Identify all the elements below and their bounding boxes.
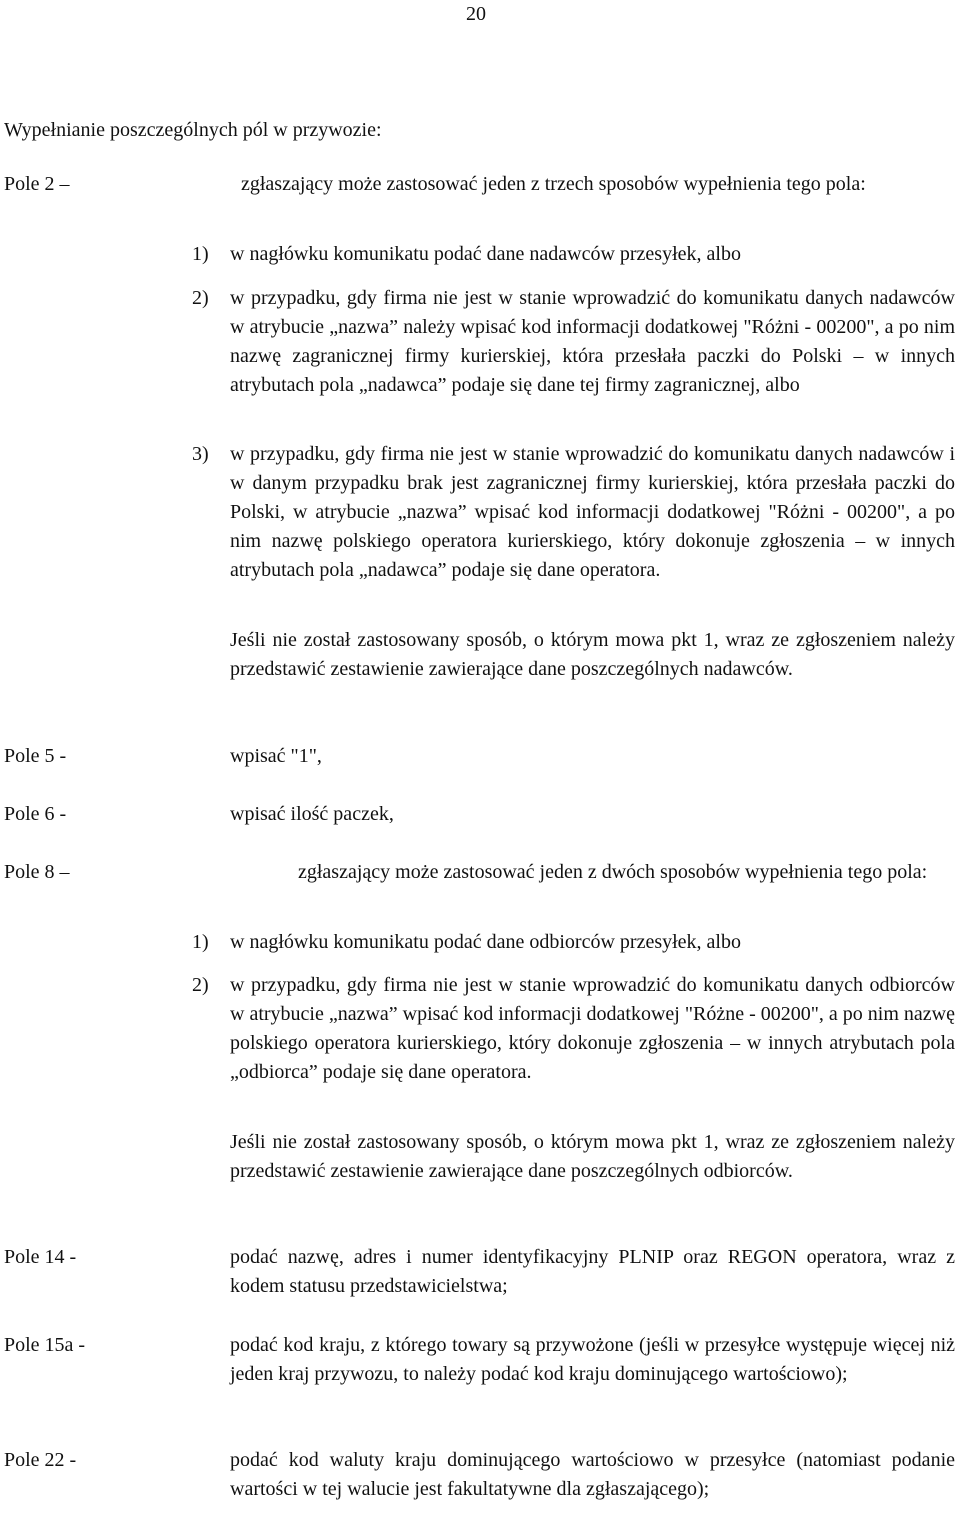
pole-8-note: Jeśli nie został zastosowany sposób, o którym mowa pkt 1, wraz ze zgłoszeniem należy przedstawić zestawienie zawierające dane poszczególnych odbiorców. xyxy=(230,1131,955,1182)
pole-22-label: Pole 22 - xyxy=(4,1449,77,1471)
pole-2-item-2-text: w przypadku, gdy firma nie jest w stanie wprowadzić do komunikatu danych nadawców w atrybucie „nazwa” należy wpisać kod informacji dodatkowej "Różni - 00200", a po nim nazwę zagranicznej firmy kurierskiej, która przesłała paczki do Polski – w innych atrybutach pola „nadawca” podaje się dane tej firmy zagranicznej, albo xyxy=(230,287,955,396)
pole-2-item-2-number: 2) xyxy=(192,287,209,309)
pole-8-item-2-number: 2) xyxy=(192,974,209,996)
pole-14-text: podać nazwę, adres i numer identyfikacyjny PLNIP oraz REGON operatora, wraz z kodem statusu przedstawicielstwa; xyxy=(230,1246,955,1297)
pole-8-intro: zgłaszający może zastosować jeden z dwóch sposobów wypełnienia tego pola: xyxy=(298,861,928,883)
pole-8-item-1-text: w nagłówku komunikatu podać dane odbiorców przesyłek, albo xyxy=(230,931,741,953)
pole-2-item-3-number: 3) xyxy=(192,443,209,465)
pole-2-note: Jeśli nie został zastosowany sposób, o którym mowa pkt 1, wraz ze zgłoszeniem należy przedstawić zestawienie zawierające dane poszczególnych nadawców. xyxy=(230,629,955,680)
pole-5-label: Pole 5 - xyxy=(4,745,67,767)
pole-15a-label: Pole 15a - xyxy=(4,1334,86,1356)
pole-5-text: wpisać "1", xyxy=(230,745,322,767)
pole-22-text: podać kod waluty kraju dominującego wartościowo w przesyłce (natomiast podanie wartości w tej walucie jest fakultatywne dla zgłaszającego); xyxy=(230,1449,955,1500)
pole-2-intro: zgłaszający może zastosować jeden z trzech sposobów wypełnienia tego pola: xyxy=(241,173,866,195)
page-number: 20 xyxy=(466,3,486,25)
pole-2-item-1-text: w nagłówku komunikatu podać dane nadawców przesyłek, albo xyxy=(230,243,741,265)
pole-8-label: Pole 8 – xyxy=(4,861,70,883)
pole-6-label: Pole 6 - xyxy=(4,803,67,825)
pole-8-item-1-number: 1) xyxy=(192,931,209,953)
pole-8-item-2-text: w przypadku, gdy firma nie jest w stanie wprowadzić do komunikatu danych odbiorców w atrybucie „nazwa” wpisać kod informacji dodatkowej "Różne - 00200", a po nim nazwę polskiego operatora kurierskiego, który dokonuje zgłoszenia – w innych atrybutach pola „odbiorca” podaje się dane operatora. xyxy=(230,974,955,1083)
pole-2-item-3-text: w przypadku, gdy firma nie jest w stanie wprowadzić do komunikatu danych nadawców i w danym przypadku brak jest zagranicznej firmy kurierskiej, która przesłała paczki do Polski, w atrybucie „nazwa” wpisać kod informacji dodatkowej "Różni - 00200", a po nim nazwę polskiego operatora kurierskiego, który dokonuje zgłoszenia – w innych atrybutach pola „nadawca” podaje się dane operatora. xyxy=(230,443,955,581)
pole-6-text: wpisać ilość paczek, xyxy=(230,803,394,825)
pole-14-label: Pole 14 - xyxy=(4,1246,77,1268)
section-heading: Wypełnianie poszczególnych pól w przywozie: xyxy=(4,119,382,141)
pole-2-item-1-number: 1) xyxy=(192,243,209,265)
pole-15a-text: podać kod kraju, z którego towary są przywożone (jeśli w przesyłce występuje więcej niż jeden kraj przywozu, to należy podać kod kraju dominującego wartościowo); xyxy=(230,1334,955,1385)
pole-2-label: Pole 2 – xyxy=(4,173,70,195)
